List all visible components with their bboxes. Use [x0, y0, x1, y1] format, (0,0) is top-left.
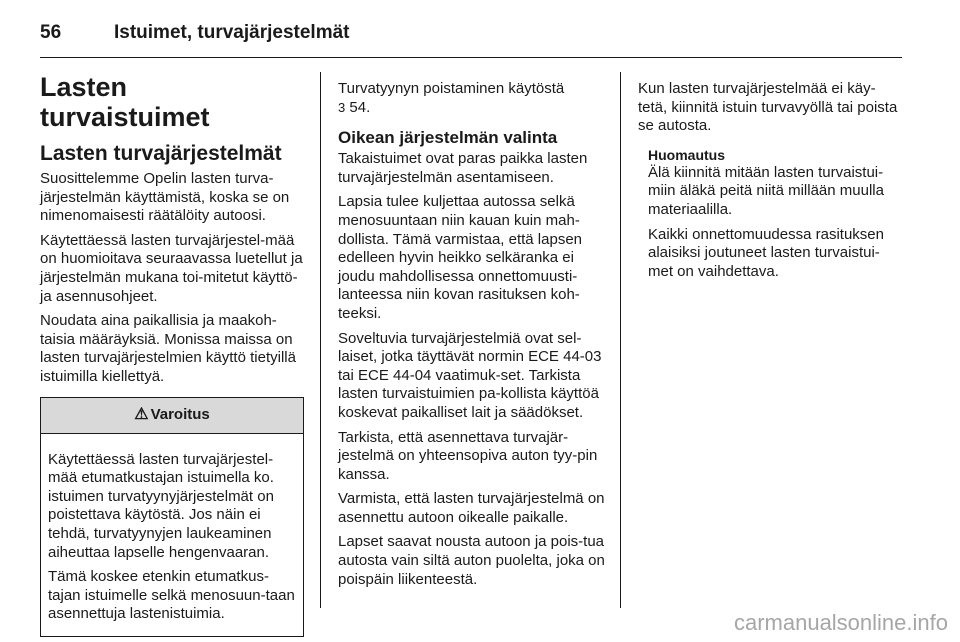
warning-paragraph: Tämä koskee etenkin etumatkus-tajan istuimelle selkä menosuun-taan asennettuja lastenistuimia. — [48, 568, 295, 623]
note-title: Huomautus — [648, 146, 725, 163]
warning-header — [41, 398, 303, 434]
paragraph — [338, 80, 606, 117]
paragraph: Lapset saavat nousta autoon ja pois-tua autosta vain siltä auton puolelta, joka on poispäin liikenteestä. — [338, 533, 605, 588]
paragraph: Soveltuvia turvajärjestelmiä ovat sel-laiset, jotka täyttävät normin ECE 44-03 tai ECE 44-04 vaatimuk-set. Tarkista lasten turvaistuimien pa-kollista käyttöä koskevat paikalliset lait ja säädökset. — [338, 329, 602, 421]
column-divider-2 — [620, 72, 621, 608]
note-paragraph: Kaikki onnettomuudessa rasituksen alaisiksi joutuneet lasten turvaistui-met on vaihdettava. — [648, 225, 884, 280]
column-3 — [638, 80, 902, 287]
warning-body — [41, 434, 303, 636]
section-title: Lasten turvaistuimet — [40, 72, 210, 132]
note-block — [638, 146, 902, 282]
warning-paragraph: Käytettäessä lasten turvajärjestel-mää etumatkustajan istuimella ko. istuimen turvatyynyjärjestelmät on poistettava käytöstä. Jos näin ei tehdä, turvatyynyjen laukeaminen aiheuttaa lapselle hengenvaaran. — [48, 450, 274, 561]
column-divider-1 — [320, 72, 321, 608]
note-paragraph: Älä kiinnitä mitään lasten turvaistui-miin äläkä peitä niitä millään muulla materiaalilla. — [648, 163, 884, 218]
paragraph: Varmista, että lasten turvajärjestelmä on asennettu autoon oikealle paikalle. — [338, 490, 605, 526]
paragraph: Suosittelemme Opelin lasten turva-järjestelmän käyttämistä, koska se on nimenomaisesti räätälöity autoosi. — [40, 170, 290, 225]
reference-page[interactable]: 54. — [349, 98, 371, 116]
warning-title: Varoitus — [150, 405, 210, 423]
subsection-title: Oikean järjestelmän valinta — [338, 128, 558, 148]
watermark: carmanualsonline.info — [733, 610, 948, 635]
paragraph: Kun lasten turvajärjestelmää ei käy-tetä, kiinnitä istuin turvavyöllä tai poista se autosta. — [638, 80, 898, 135]
subsection-title: Lasten turvajärjestelmät — [40, 142, 282, 165]
page-number: 56 — [40, 22, 62, 43]
page-header — [40, 22, 349, 46]
cross-reference-text: Turvatyynyn poistaminen käytöstä — [338, 80, 565, 97]
warning-box — [40, 397, 304, 637]
paragraph: Käytettäessä lasten turvajärjestel-mää on huomioitava seuraavassa luetellut ja järjestelmän mukana toi-mitetut käyttö- ja asennusohjeet. — [40, 231, 303, 305]
paragraph: Noudata aina paikallisia ja maakoh-taisia määräyksiä. Monissa maissa on lasten turvajärjestelmien käyttö tietyillä istuimilla kiellettyä. — [40, 312, 296, 385]
column-1 — [40, 72, 304, 637]
reference-arrow-icon: 3 — [338, 99, 346, 115]
header-divider — [40, 57, 902, 58]
paragraph: Tarkista, että asennettava turvajär-jestelmä on yhteensopiva auton tyy-pin kanssa. — [338, 428, 598, 483]
paragraph: Lapsia tulee kuljettaa autossa selkä menosuuntaan niin kauan kuin mah-dollista. Tämä varmistaa, että lapsen edelleen hyvin heikko selkäranka ei joudu mahdollisessa onnettomuusti-lanteessa niin kovan rasituksen koh-teeksi. — [338, 193, 583, 322]
paragraph: Takaistuimet ovat paras paikka lasten turvajärjestelmän asentamiseen. — [338, 150, 588, 186]
column-2 — [338, 80, 606, 595]
warning-triangle-icon: ⚠ — [134, 405, 149, 423]
running-title: Istuimet, turvajärjestelmät — [114, 22, 350, 43]
